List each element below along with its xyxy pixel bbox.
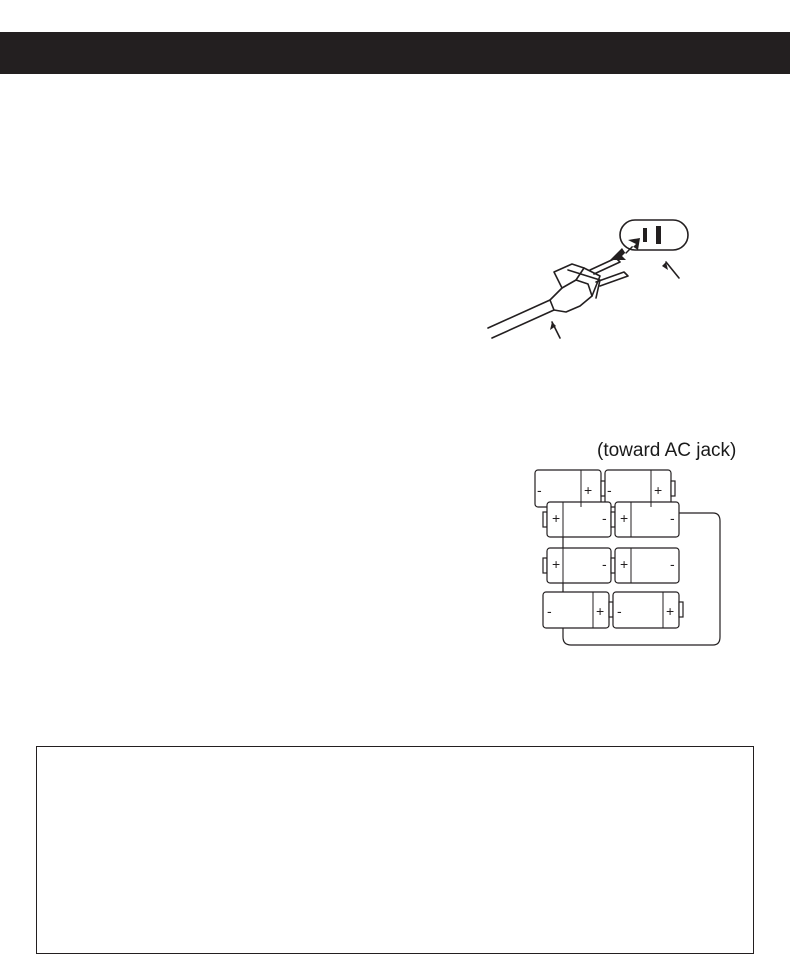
ac-plug-illustration	[480, 210, 720, 350]
battery-caption: (toward AC jack)	[597, 440, 737, 461]
svg-text:-: -	[547, 603, 552, 619]
plug-prong-left	[590, 258, 620, 274]
svg-text:-: -	[537, 482, 542, 498]
svg-text:+: +	[584, 482, 593, 498]
svg-text:-: -	[670, 510, 675, 526]
svg-text:-: -	[617, 603, 622, 619]
svg-text:-: -	[670, 556, 675, 572]
power-cord	[488, 300, 554, 338]
note-box	[36, 746, 754, 954]
svg-text:+: +	[620, 556, 629, 572]
header-bar	[0, 32, 790, 74]
svg-text:+: +	[596, 603, 605, 619]
svg-text:+: +	[552, 510, 561, 526]
battery-diagram	[525, 465, 740, 650]
ac-outlet-icon	[620, 220, 688, 250]
svg-text:+: +	[620, 510, 629, 526]
svg-text:+: +	[654, 482, 663, 498]
svg-text:+: +	[666, 603, 675, 619]
insert-arrow-icon	[610, 238, 640, 260]
svg-text:-: -	[602, 510, 607, 526]
svg-text:-: -	[607, 482, 612, 498]
plug-prong-right	[596, 272, 628, 286]
svg-text:+: +	[552, 556, 561, 572]
plug-body	[550, 280, 592, 312]
svg-text:-: -	[602, 556, 607, 572]
